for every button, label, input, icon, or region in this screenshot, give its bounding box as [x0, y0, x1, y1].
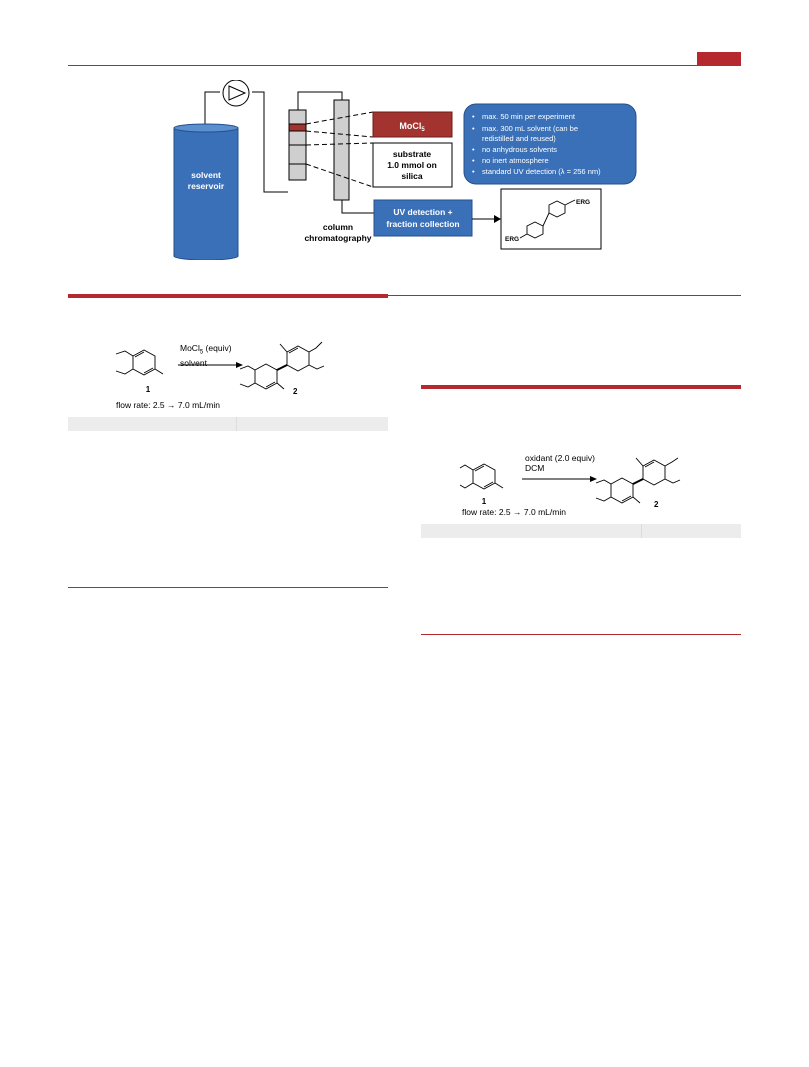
scheme-left-flow-rate: flow rate: 2.5 → 7.0 mL/min: [116, 400, 220, 410]
reservoir-label-1: solvent: [191, 170, 221, 180]
svg-text:•: •: [472, 167, 475, 176]
header-rule: [68, 65, 741, 66]
scheme-right-compound-2: 2: [654, 500, 659, 509]
header-accent-block: [697, 52, 741, 65]
svg-text:no anhydrous solvents: no anhydrous solvents: [482, 145, 558, 154]
svg-text:silica: silica: [401, 171, 423, 181]
uv-detection-box: [374, 200, 472, 236]
scheme-right-reagent: oxidant (2.0 equiv) DCM: [525, 453, 595, 473]
svg-text:fraction collection: fraction collection: [386, 219, 460, 229]
svg-text:ERG: ERG: [576, 199, 591, 206]
table-left-header-divider: [236, 417, 237, 431]
scheme-left-compound-2: 2: [293, 387, 298, 396]
right-column-heading-bar: [421, 385, 741, 389]
arrow-right-icon: [236, 362, 243, 368]
arrow-right-icon: [494, 215, 501, 223]
reagent-box-label: MoCl$_5$: [399, 121, 425, 133]
svg-text:standard UV detection (λ = 256: standard UV detection (λ = 256 nm): [482, 167, 601, 176]
main-column: [334, 100, 349, 200]
svg-text:max. 300 mL solvent (can be: max. 300 mL solvent (can be: [482, 124, 579, 133]
scheme-left-compound-1: 1: [145, 385, 151, 394]
scheme-right-compound-1: 1: [481, 497, 487, 506]
arrow-right-icon: [590, 476, 597, 482]
table-right-header: [421, 524, 741, 538]
svg-text:1.0 mmol on: 1.0 mmol on: [387, 160, 437, 170]
svg-text:redistilled and reused): redistilled and reused): [482, 134, 556, 143]
table-right-header-divider: [641, 524, 642, 538]
reaction-scheme-left: [108, 338, 368, 400]
svg-text:•: •: [472, 145, 475, 154]
svg-text:chromatography: chromatography: [304, 233, 372, 243]
svg-text:max. 50 min per experiment: max. 50 min per experiment: [482, 112, 575, 121]
svg-text:•: •: [472, 112, 475, 121]
svg-text:UV detection +: UV detection +: [393, 207, 453, 217]
reservoir-label-2: reservoir: [187, 181, 225, 191]
scheme-right-flow-rate: flow rate: 2.5 → 7.0 mL/min: [462, 507, 566, 517]
cartridge-column: [289, 110, 306, 180]
scheme-left-reagent: MoCl$_5$ (equiv) solvent: [180, 343, 232, 368]
svg-text:column: column: [322, 222, 354, 232]
table-left-bottom-rule: [68, 587, 388, 588]
table-right-bottom-rule: [421, 634, 741, 635]
svg-text:•: •: [472, 156, 475, 165]
svg-text:•: •: [472, 124, 475, 133]
table-left-header: [68, 417, 388, 431]
left-column-heading-bar: [68, 294, 388, 298]
svg-text:ERG: ERG: [505, 236, 520, 243]
flow-setup-diagram: [160, 80, 650, 260]
solvent-reservoir: [174, 124, 238, 260]
svg-text:substrate: substrate: [392, 149, 432, 159]
svg-text:no inert atmosphere: no inert atmosphere: [482, 156, 549, 165]
